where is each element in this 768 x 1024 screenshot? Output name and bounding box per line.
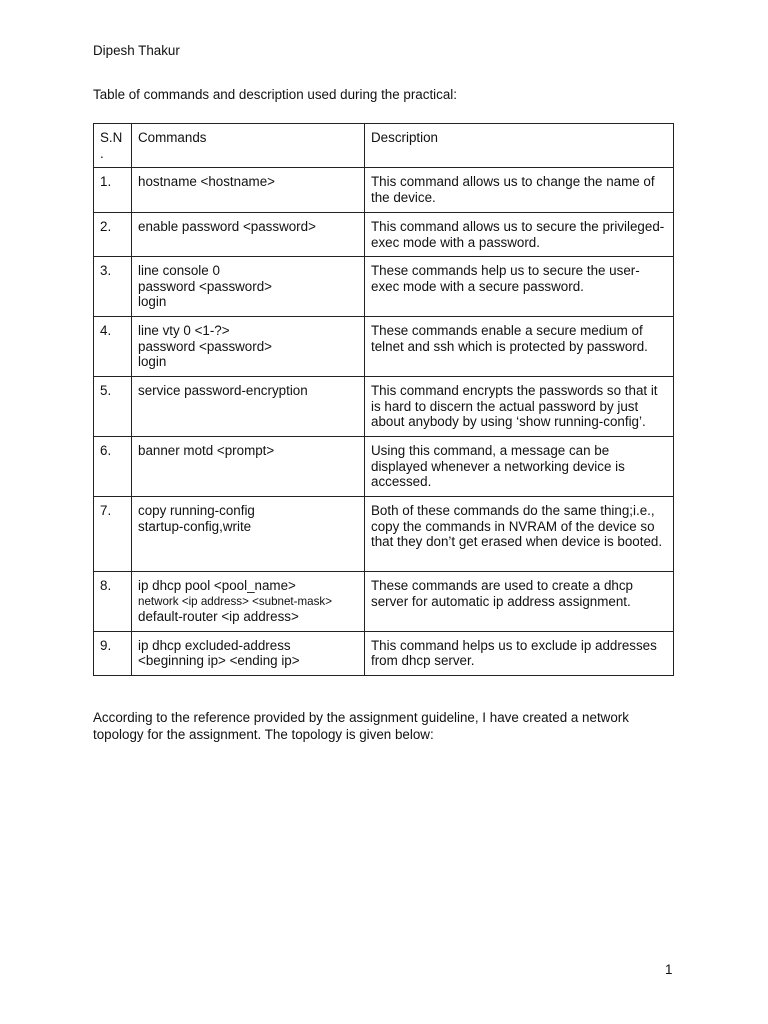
row-description: These commands are used to create a dhcp server for automatic ip address assignment. (365, 572, 674, 632)
command-line: password <password> (138, 278, 272, 294)
table-header-row (94, 124, 674, 168)
header-description: Description (365, 124, 674, 168)
row-description: This command encrypts the passwords so that it is hard to discern the actual password by just about anybody by using ‘show running-config’. (365, 377, 674, 437)
row-description: This command allows us to change the name of the device. (365, 168, 674, 213)
row-sn: 6. (94, 437, 132, 497)
author-name: Dipesh Thakur (93, 43, 180, 58)
row-commands (132, 572, 365, 632)
row-commands (132, 168, 365, 213)
table-row (94, 377, 674, 437)
commands-table (93, 123, 674, 676)
command-line: startup-config,write (138, 518, 252, 534)
row-sn: 2. (94, 213, 132, 257)
command-line: network <ip address> <subnet-mask> (138, 594, 332, 608)
row-sn: 1. (94, 168, 132, 213)
row-description: These commands help us to secure the user-exec mode with a secure password. (365, 257, 674, 317)
row-commands (132, 437, 365, 497)
command-line: service password-encryption (138, 383, 308, 398)
table-row (94, 213, 674, 257)
table-row (94, 631, 674, 675)
row-commands (132, 257, 365, 317)
row-commands (132, 631, 365, 675)
command-line: banner motd <prompt> (138, 443, 275, 458)
command-line: login (138, 354, 167, 369)
row-sn: 5. (94, 377, 132, 437)
row-sn: 8. (94, 572, 132, 632)
page-number: 1 (665, 962, 673, 977)
command-line: <beginning ip> <ending ip> (138, 653, 300, 668)
row-commands (132, 317, 365, 377)
row-sn: 4. (94, 317, 132, 377)
command-line: line console 0 (138, 263, 220, 278)
row-commands (132, 377, 365, 437)
header-commands: Commands (132, 124, 365, 168)
row-sn: 9. (94, 631, 132, 675)
table-row (94, 257, 674, 317)
row-description: Both of these commands do the same thing;i.e., copy the commands in NVRAM of the device so that they don’t get erased when device is booted. (365, 497, 674, 572)
command-line: ip dhcp pool <pool_name> (138, 578, 296, 593)
command-line: line vty 0 <1-?> (138, 323, 230, 338)
row-sn: 3. (94, 257, 132, 317)
command-line: default-router <ip address> (138, 609, 299, 624)
command-line: copy running-config (138, 503, 255, 518)
row-description: This command allows us to secure the privileged-exec mode with a password. (365, 213, 674, 257)
command-line: enable password <password> (138, 219, 316, 234)
table-row (94, 317, 674, 377)
row-description: Using this command, a message can be displayed whenever a networking device is accessed. (365, 437, 674, 497)
row-sn: 7. (94, 497, 132, 572)
row-commands (132, 497, 365, 572)
table-intro: Table of commands and description used during the practical: (93, 87, 457, 102)
row-description: This command helps us to exclude ip addresses from dhcp server. (365, 631, 674, 675)
header-sn: S.N . (94, 124, 132, 168)
command-line: ip dhcp excluded-address (138, 637, 291, 653)
closing-paragraph: According to the reference provided by the assignment guideline, I have created a network topology for the assignment. The topology is given below: (93, 710, 629, 742)
table-row (94, 572, 674, 632)
table-row (94, 497, 674, 572)
row-commands (132, 213, 365, 257)
table-row (94, 437, 674, 497)
command-line: password <password> (138, 338, 272, 354)
command-line: hostname <hostname> (138, 174, 275, 189)
command-line: login (138, 294, 167, 309)
table-row (94, 168, 674, 213)
row-description: These commands enable a secure medium of telnet and ssh which is protected by password. (365, 317, 674, 377)
